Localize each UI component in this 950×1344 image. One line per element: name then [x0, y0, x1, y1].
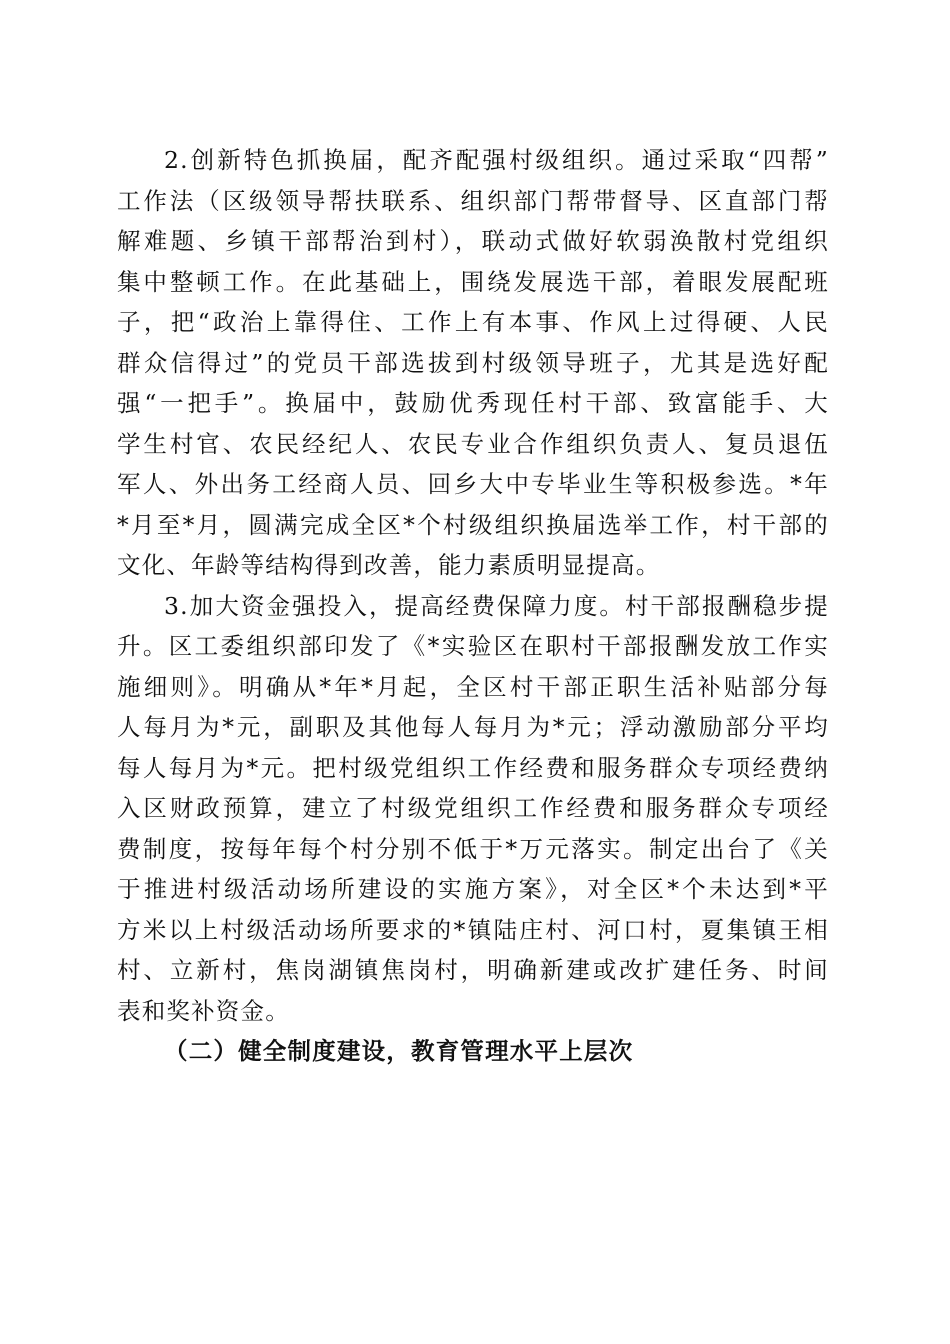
text-line: 入区财政预算，建立了村级党组织工作经费和服务群众专项经	[117, 794, 829, 822]
text-line: 2.创新特色抓换届，配齐配强村级组织。通过采取“四帮”	[164, 146, 829, 174]
paragraph-funding	[117, 586, 829, 1032]
text-line: 3.加大资金强投入，提高经费保障力度。村干部报酬稳步提	[164, 591, 829, 620]
document-body	[117, 140, 829, 1072]
text-line: 工作法（区级领导帮扶联系、组织部门帮带督导、区直部门帮	[117, 186, 829, 215]
text-line: 文化、年龄等结构得到改善，能力素质明显提高。	[117, 551, 661, 579]
text-line: 每人每月为*元。把村级党组织工作经费和服务群众专项经费纳	[117, 753, 829, 782]
text-line: 升。区工委组织部印发了《*实验区在职村干部报酬发放工作实	[117, 632, 829, 660]
text-line: 集中整顿工作。在此基础上，围绕发展选干部，着眼发展配班	[117, 267, 829, 296]
text-line: 子，把“政治上靠得住、工作上有本事、作风上过得硬、人民	[117, 308, 829, 336]
text-line: 群众信得过”的党员干部选拔到村级领导班子，尤其是选好配	[117, 348, 829, 377]
text-line: 解难题、乡镇干部帮治到村），联动式做好软弱涣散村党组织	[117, 227, 829, 255]
text-line: 人每月为*元，副职及其他每人每月为*元；浮动激励部分平均	[117, 713, 829, 741]
text-line: 强“一把手”。换届中，鼓励优秀现任村干部、致富能手、大	[117, 389, 829, 417]
text-line: *月至*月，圆满完成全区*个村级组织换届选举工作，村干部的	[117, 510, 829, 539]
text-line: 军人、外出务工经商人员、回乡大中专毕业生等积极参选。*年	[117, 470, 829, 498]
text-line: 表和奖补资金。	[117, 996, 290, 1025]
text-line: 村、立新村，焦岗湖镇焦岗村，明确新建或改扩建任务、时间	[117, 956, 829, 984]
text-line: 施细则》。明确从*年*月起，全区村干部正职生活补贴部分每	[117, 672, 829, 701]
text-line: 于推进村级活动场所建设的实施方案》，对全区*个未达到*平	[117, 875, 829, 903]
text-line: 方米以上村级活动场所要求的*镇陆庄村、河口村，夏集镇王相	[117, 915, 829, 944]
section-heading: （二）健全制度建设，教育管理水平上层次	[164, 1037, 634, 1065]
text-line: 费制度，按每年每个村分别不低于*万元落实。制定出台了《关	[117, 834, 829, 863]
paragraph-village-organization	[117, 140, 829, 586]
text-line: 学生村官、农民经纪人、农民专业合作组织负责人、复员退伍	[117, 429, 829, 458]
